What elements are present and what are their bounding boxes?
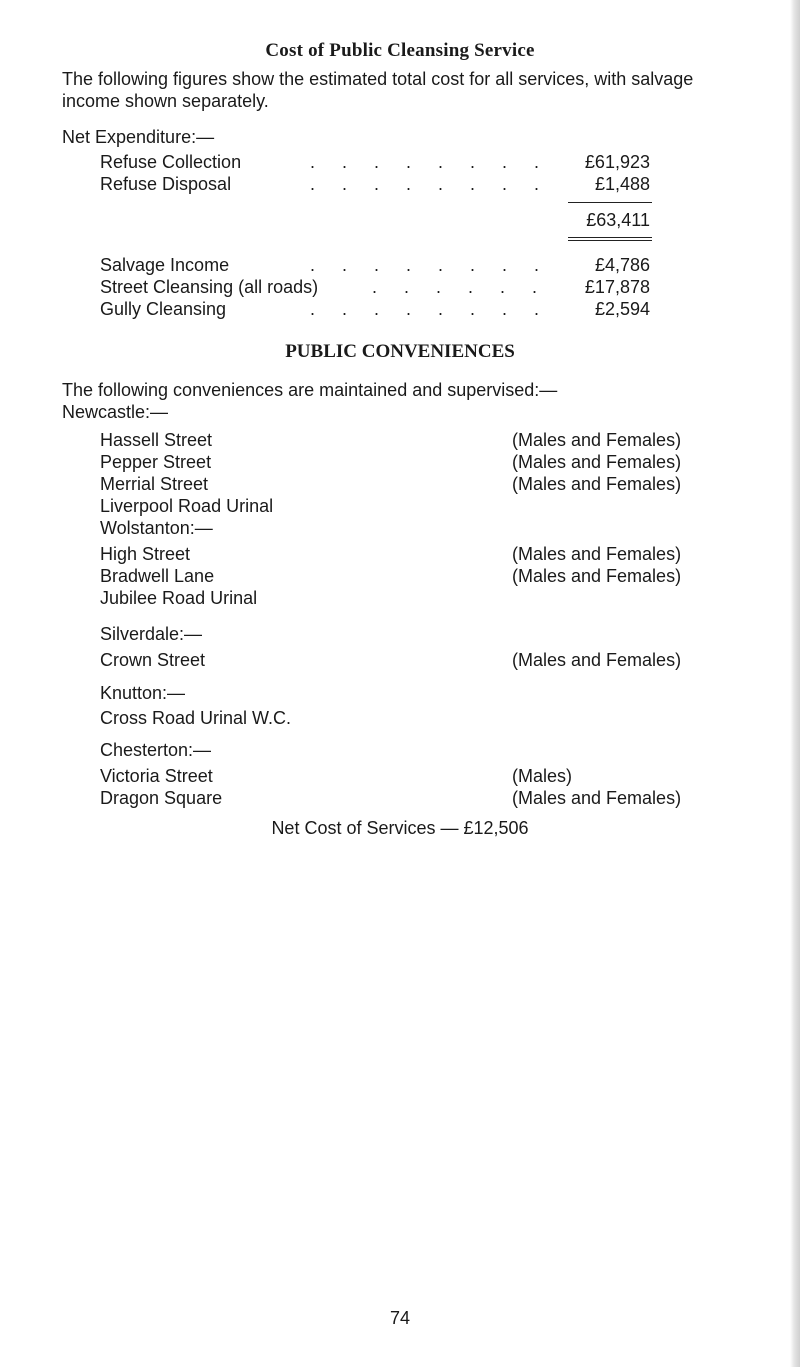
facility-note: (Males and Females) bbox=[512, 566, 682, 586]
other-item-row bbox=[100, 299, 650, 321]
facility-row bbox=[100, 566, 700, 588]
leader-dots: . . . . . . . . bbox=[310, 255, 551, 275]
facility-row bbox=[100, 452, 700, 474]
facility-name: Bradwell Lane bbox=[100, 566, 215, 586]
facility-name: Pepper Street bbox=[100, 452, 212, 472]
facility-row bbox=[100, 474, 700, 496]
facility-row bbox=[100, 544, 700, 566]
facility-note: (Males and Females) bbox=[512, 430, 682, 450]
place-heading: Wolstanton:— bbox=[100, 518, 213, 538]
intro-line-1: The following figures show the estimated total cost for all services, with salvage bbox=[62, 69, 694, 89]
net-expenditure-label: Net Expenditure:— bbox=[62, 127, 215, 147]
facility-name: Liverpool Road Urinal bbox=[100, 496, 274, 516]
other-item-amount: £17,878 bbox=[584, 277, 650, 297]
other-item-row bbox=[100, 255, 650, 277]
facility-row bbox=[100, 496, 700, 518]
facility-row bbox=[100, 766, 700, 788]
leader-dots: . . . . . . bbox=[372, 277, 549, 297]
other-item-amount: £2,594 bbox=[594, 299, 650, 319]
expenditure-total: £63,411 bbox=[586, 210, 650, 230]
facility-note: (Males and Females) bbox=[512, 788, 682, 808]
other-item-name: Gully Cleansing bbox=[100, 299, 227, 319]
facility-row bbox=[100, 788, 700, 810]
other-item-name: Street Cleansing (all roads) bbox=[100, 277, 319, 297]
leader-dots: . . . . . . . . bbox=[310, 152, 551, 172]
subtotal-rule bbox=[568, 202, 652, 203]
facility-row bbox=[100, 588, 700, 610]
intro-line-2: income shown separately. bbox=[62, 91, 269, 111]
facility-note: (Males and Females) bbox=[512, 474, 682, 494]
conveniences-title: PUBLIC CONVENIENCES bbox=[285, 341, 515, 362]
intro-paragraph bbox=[62, 68, 752, 112]
facility-row bbox=[100, 708, 700, 730]
expenditure-name: Refuse Collection bbox=[100, 152, 242, 172]
total-double-rule-top bbox=[568, 237, 652, 238]
other-item-name: Salvage Income bbox=[100, 255, 230, 275]
other-item-amount: £4,786 bbox=[594, 255, 650, 275]
facility-name: Victoria Street bbox=[100, 766, 213, 786]
facility-note: (Males and Females) bbox=[512, 544, 682, 564]
facility-name: Jubilee Road Urinal bbox=[100, 588, 258, 608]
expenditure-total-row bbox=[100, 210, 650, 232]
page-edge-shadow bbox=[790, 0, 800, 1367]
expenditure-amount: £1,488 bbox=[594, 174, 650, 194]
facility-note: (Males and Females) bbox=[512, 452, 682, 472]
other-item-row bbox=[100, 277, 650, 299]
facility-name: Dragon Square bbox=[100, 788, 223, 808]
place-heading: Newcastle:— bbox=[62, 402, 169, 422]
facility-name: Merrial Street bbox=[100, 474, 209, 494]
page-number: 74 bbox=[389, 1308, 411, 1328]
facility-name: Cross Road Urinal W.C. bbox=[100, 708, 292, 728]
leader-dots: . . . . . . . . bbox=[310, 174, 551, 194]
page-title: Cost of Public Cleansing Service bbox=[265, 40, 535, 61]
net-cost-of-services: Net Cost of Services — £12,506 bbox=[271, 818, 529, 838]
facility-name: Hassell Street bbox=[100, 430, 213, 450]
expenditure-row bbox=[100, 174, 650, 196]
facility-name: Crown Street bbox=[100, 650, 206, 670]
facility-note: (Males and Females) bbox=[512, 650, 682, 670]
total-double-rule-bottom bbox=[568, 240, 652, 241]
expenditure-amount: £61,923 bbox=[584, 152, 650, 172]
conveniences-intro: The following conveniences are maintained and supervised:— bbox=[62, 380, 558, 400]
expenditure-row bbox=[100, 152, 650, 174]
facility-row bbox=[100, 430, 700, 452]
facility-row bbox=[100, 650, 700, 672]
place-heading: Knutton:— bbox=[100, 683, 186, 703]
expenditure-name: Refuse Disposal bbox=[100, 174, 232, 194]
facility-note: (Males) bbox=[512, 766, 573, 786]
place-heading: Silverdale:— bbox=[100, 624, 203, 644]
place-heading: Chesterton:— bbox=[100, 740, 212, 760]
leader-dots: . . . . . . . . bbox=[310, 299, 551, 319]
facility-name: High Street bbox=[100, 544, 191, 564]
